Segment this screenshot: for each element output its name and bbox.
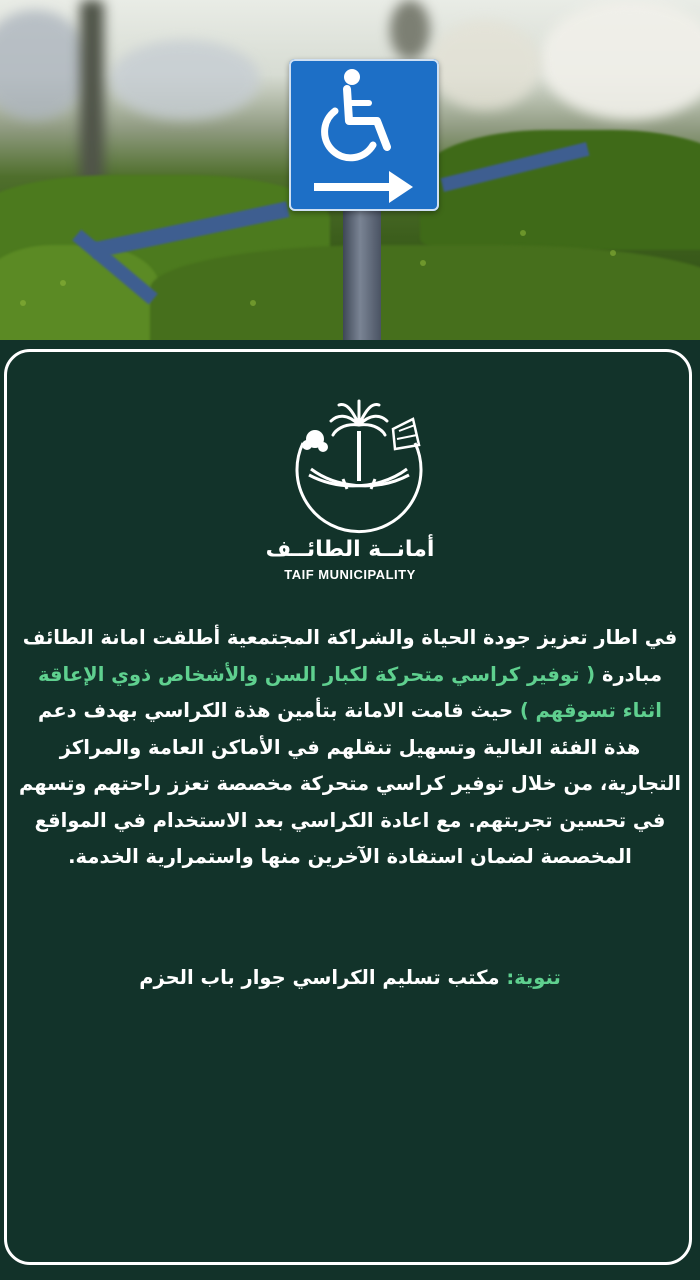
brand-name-english: TAIF MUNICIPALITY [284, 567, 416, 582]
note-label: تنوية: [506, 966, 561, 989]
taif-municipality-emblem-icon [285, 395, 433, 535]
announcement-text [18, 620, 682, 876]
brand-name-arabic: أمانــة الطائــف [265, 537, 435, 562]
note-text: مكتب تسليم الكراسي جوار باب الحزم [139, 966, 500, 989]
announcement-intro: في اطار تعزيز جودة الحياة والشراكة المجتمعية أطلقت امانة الطائف مبادرة [22, 626, 678, 686]
sign-pole [343, 205, 381, 340]
accessibility-sign-photo [0, 0, 700, 340]
announcement-initiative: ( توفير كراسي متحركة لكبار السن والأشخاص ذوي الإعاقة اثناء تسوقهم ) [37, 662, 662, 722]
announcement-body: حيث قامت الامانة بتأمين هذة الكراسي بهدف دعم هذة الفئة الغالية وتسهيل تنقلهم في الأماكن العامة والمراكز التجارية، من خلال توفير كراسي متحركة مخصصة تعزز راحتهم وتسهم في تحسين تجربتهم. مع اعادة الكراسي بعد الاستخدام في المواقع المخصصة لضمان استفادة الآخرين منها واستمرارية الخدمة. [18, 699, 682, 868]
delivery-note [18, 966, 682, 989]
wheelchair-accessible-sign-icon [289, 59, 439, 211]
